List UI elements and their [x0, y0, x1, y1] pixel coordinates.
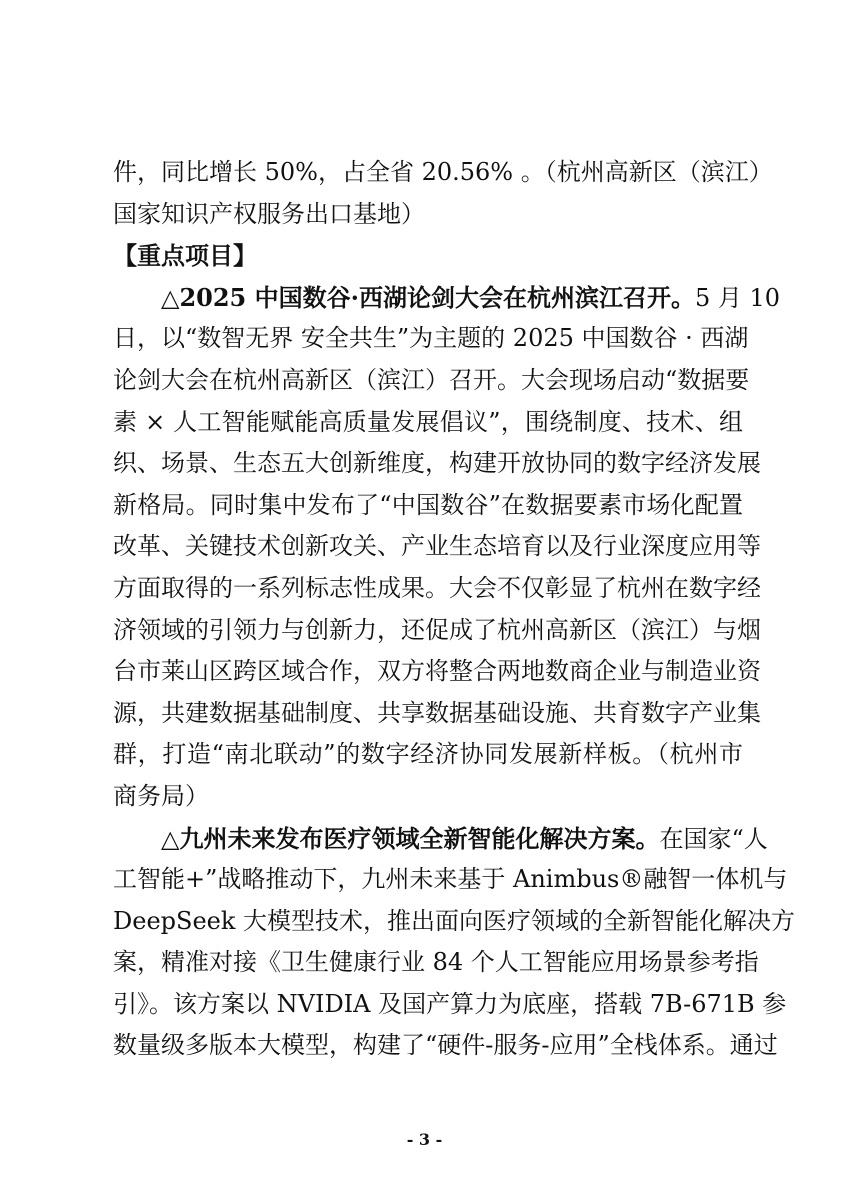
body-line: 新格局。同时集中发布了“中国数谷”在数据要素市场化配置	[113, 490, 743, 519]
body-line: 方面取得的一系列标志性成果。大会不仅彰显了杭州在数字经	[113, 573, 761, 602]
body-line: 改革、关键技术创新攻关、产业生态培育以及行业深度应用等	[113, 532, 761, 561]
body-line: 台市莱山区跨区域合作，双方将整合两地数商企业与制造业资	[113, 657, 761, 686]
body-line: 国家知识产权服务出口基地）	[113, 199, 425, 228]
item-title-line	[113, 818, 768, 860]
body-line: 素 × 人工智能赋能高质量发展倡议”，围绕制度、技术、组	[113, 407, 743, 436]
section-heading: 【重点项目】	[113, 241, 257, 271]
body-line: 商务局）	[113, 781, 209, 810]
body-line: 织、场景、生态五大创新维度，构建开放协同的数字经济发展	[113, 449, 761, 478]
body-line: DeepSeek 大模型技术，推出面向医疗领域的全新智能化解决方	[113, 906, 796, 935]
body-line: 论剑大会在杭州高新区（滨江）召开。大会现场启动“数据要	[113, 365, 750, 394]
body-line: 济领域的引领力与创新力，还促成了杭州高新区（滨江）与烟	[113, 615, 761, 644]
body-line: 日，以“数智无界 安全共生”为主题的 2025 中国数谷 · 西湖	[113, 324, 749, 353]
body-line: 工智能+”战略推动下，九州未来基于 Animbus®融智一体机与	[113, 865, 788, 894]
body-line: 引》。该方案以 NVIDIA 及国产算力为底座，搭载 7B-671B 参	[113, 989, 787, 1018]
item-title: △九州未来发布医疗领域全新智能化解决方案。	[161, 823, 660, 853]
body-line: 案，精准对接《卫生健康行业 84 个人工智能应用场景参考指	[113, 948, 759, 977]
body-line: 群，打造“南北联动”的数字经济协同发展新样板。（杭州市	[113, 740, 743, 769]
body-text: 在国家“人	[659, 824, 768, 853]
body-line: 数量级多版本大模型，构建了“硬件-服务-应用”全栈体系。通过	[113, 1031, 778, 1060]
page-number: - 3 -	[406, 1130, 443, 1149]
body-line: 源，共建数据基础制度、共享数据基础设施、共育数字产业集	[113, 698, 761, 727]
body-text: 5 月 10	[694, 283, 781, 312]
item-title: △2025 中国数谷·西湖论剑大会在杭州滨江召开。	[161, 282, 695, 312]
body-line: 件，同比增长 50%，占全省 20.56% 。（杭州高新区（滨江）	[113, 158, 773, 186]
page-body	[113, 152, 796, 1067]
item-title-line	[113, 277, 781, 319]
